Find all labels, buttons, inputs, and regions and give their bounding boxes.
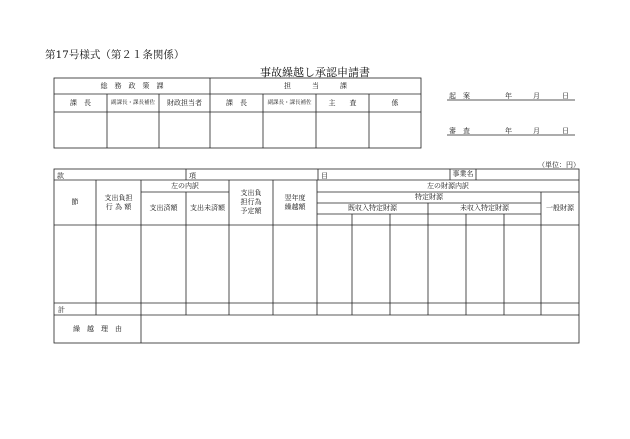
unpaid-header: 支出未済額	[190, 204, 225, 213]
total-label: 計	[58, 306, 65, 314]
total-row-fields[interactable]	[96, 303, 579, 315]
stamp-field-left-deputy[interactable]	[107, 112, 159, 148]
drafted-day: 日	[562, 92, 569, 100]
decided-year: 年	[505, 127, 512, 135]
approver-right-chief: 課 長	[226, 98, 247, 107]
drafted-label: 起 案	[449, 92, 470, 100]
next-year-carryover-header: 翌年度 繰越額	[284, 193, 306, 211]
moku-field[interactable]	[328, 169, 450, 180]
stamp-field-right-chief[interactable]	[210, 112, 263, 148]
carryover-reason-field[interactable]	[141, 315, 579, 343]
approver-right-staff: 係	[391, 98, 399, 107]
kan-field[interactable]	[64, 169, 186, 180]
moku-label: 目	[321, 172, 328, 180]
stamp-field-left-finance[interactable]	[159, 112, 210, 148]
approver-left-finance: 財政担当者	[167, 98, 202, 107]
carryover-reason-label: 繰 越 理 由	[73, 324, 122, 333]
stamp-field-right-deputy[interactable]	[263, 112, 316, 148]
kou-field[interactable]	[196, 169, 318, 180]
document-title: 事故繰越し承認申請書	[260, 66, 370, 79]
stamp-field-right-chief-clerk[interactable]	[316, 112, 369, 148]
decided-day: 日	[562, 127, 569, 135]
approver-left-deputy: 副課長・課長補佐	[110, 99, 155, 106]
expense-burden-header: 支出負担 行 為 額	[104, 193, 133, 211]
approver-right-chief-clerk: 主 査	[328, 98, 357, 107]
general-affairs-division-header: 総 務 政 策 課	[100, 81, 164, 90]
unreceived-specific-header: 未収入特定財源	[460, 204, 509, 213]
project-name-field[interactable]	[476, 169, 579, 180]
received-specific-header: 既収入特定財源	[348, 204, 397, 213]
responsible-division-header: 担 当 課	[284, 81, 347, 90]
drafted-year: 年	[505, 92, 512, 100]
left-breakdown-header: 左の内訳	[171, 181, 199, 190]
approver-right-deputy: 副課長・課長補佐	[267, 99, 312, 106]
specific-funds-header: 特定財源	[415, 193, 443, 202]
paid-header: 支出済額	[149, 204, 178, 213]
general-funds-header: 一般財源	[546, 204, 574, 213]
funding-breakdown-header: 左の財源内訳	[427, 181, 469, 190]
form-number-label: 第17号様式（第２１条関係）	[45, 49, 185, 61]
approver-left-chief: 課 長	[70, 98, 91, 107]
project-name-label: 事業名	[452, 170, 474, 179]
line-items-area[interactable]	[54, 225, 579, 303]
kan-label: 款	[57, 172, 64, 180]
setsu-header: 節	[71, 198, 79, 207]
decided-label: 審 査	[449, 127, 470, 135]
stamp-field-left-chief[interactable]	[54, 112, 107, 148]
unit-note: （単位：円）	[538, 161, 580, 169]
kou-label: 項	[189, 172, 196, 180]
drafted-month: 月	[533, 92, 540, 100]
stamp-field-right-staff[interactable]	[369, 112, 421, 148]
planned-burden-header: 支出負 担行為 予定額	[240, 189, 262, 215]
decided-month: 月	[533, 127, 540, 135]
